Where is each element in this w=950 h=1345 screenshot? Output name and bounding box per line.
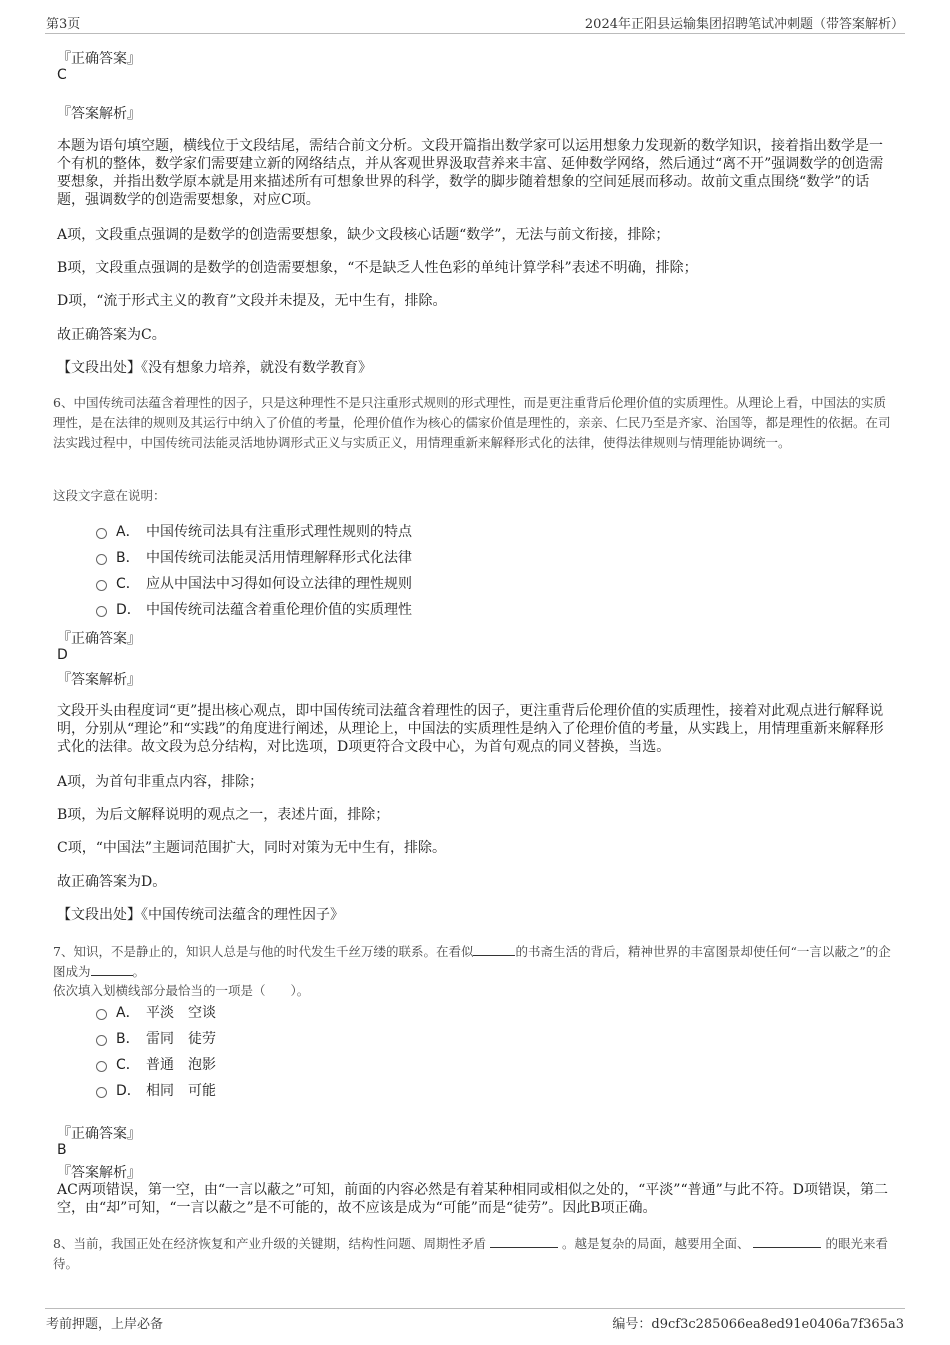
question-6-text: 6、中国传统司法蕴含着理性的因子，只是这种理性不是只注重形式规则的形式理性，而是更注重背后伦理价值的实质理性。从理论上看，中国法的实质理性，是在法律的规则及其运行中纳入了价值的考量，伦理价值作为核心的儒家价值是理性的，亲亲、仁民乃至是齐家、治国等，都是理性的依据。在司法实践过程中，中国传统司法能灵活地协调形式正义与实质正义，用情理重新来解释形式化的法律，使得法律规则与情理能协调统一。 [53, 395, 891, 450]
correct-answer-label: 『正确答案』 [57, 51, 141, 67]
analysis-conclusion: 故正确答案为D。 [57, 874, 167, 890]
question-8-text: 8、当前，我国正处在经济恢复和产业升级的关键期，结构性问题、周期性矛盾 。越是复杂的局面，越要用全面、 的眼光来看待。 [53, 1236, 889, 1271]
answer-analysis-text: 文段开头由程度词“更”提出核心观点，即中国传统司法蕴含着理性的因子，更注重背后伦理价值的实质理性，接着对此观点进行解释说明，分别从“理论”和“实践”的角度进行阐述，从理论上，中国法的实质理性是纳入了伦理价值的考量，从实践上，用情理重新来解释形式化的法律。故文段为总分结构，对比选项，D项更符合文段中心，为首句观点的同义替换，当选。 [57, 703, 884, 755]
answer-analysis-label: 『答案解析』 [57, 672, 141, 688]
document-title: 2024年正阳县运输集团招聘笔试冲刺题（带答案解析） [584, 17, 904, 32]
radio-icon[interactable] [96, 1061, 107, 1072]
radio-icon[interactable] [96, 1009, 107, 1020]
passage-source: 【文段出处】《中国传统司法蕴含的理性因子》 [57, 907, 344, 923]
question-6-option-b[interactable]: B． 中国传统司法能灵活用情理解释形式化法律 [96, 547, 412, 567]
correct-answer-value: B [57, 1142, 67, 1158]
question-6-option-c[interactable]: C． 应从中国法中习得如何设立法律的理性规则 [96, 573, 412, 593]
analysis-option-d: D项，“流于形式主义的教育”文段并未提及，无中生有，排除。 [57, 293, 447, 309]
question-7-option-d[interactable]: D． 相同 可能 [96, 1080, 216, 1100]
fill-blank [91, 963, 133, 976]
fill-blank [473, 943, 515, 956]
analysis-option-b: B项，文段重点强调的是数学的创造需要想象，“不是缺乏人性色彩的单纯计算学科”表述不明确，排除； [57, 260, 698, 276]
radio-icon[interactable] [96, 1035, 107, 1046]
passage-source: 【文段出处】《没有想象力培养，就没有数学教育》 [57, 360, 372, 376]
analysis-option-a: A项，为首句非重点内容，排除； [57, 774, 264, 790]
question-6-prompt: 这段文字意在说明： [53, 488, 166, 503]
footer-divider [45, 1308, 905, 1309]
answer-analysis-label: 『答案解析』 [57, 106, 141, 122]
header-divider [45, 33, 905, 34]
fill-blank [753, 1235, 821, 1248]
correct-answer-value: D [57, 647, 68, 663]
page-number: 第3页 [46, 17, 81, 32]
answer-analysis-text: 本题为语句填空题，横线位于文段结尾，需结合前文分析。文段开篇指出数学家可以运用想象力发现新的数学知识，接着指出数学是一个有机的整体，数学家们需要建立新的网络结点，并从客观世界汲取营养来丰富、延伸数学网络，然后通过“离不开”强调数学的创造需要想象，并指出数学原本就是用来描述所有可想象世界的科学，数学的脚步随着想象的空间延展而移动。故前文重点围绕“数学”的话题，强调数学的创造需要想象，对应C项。 [57, 138, 884, 208]
analysis-option-b: B项，为后文解释说明的观点之一，表述片面，排除； [57, 807, 390, 823]
radio-icon[interactable] [96, 580, 107, 591]
correct-answer-value: C [57, 67, 67, 83]
correct-answer-label: 『正确答案』 [57, 1126, 141, 1142]
analysis-option-c: C项，“中国法”主题词范围扩大，同时对策为无中生有，排除。 [57, 840, 447, 856]
analysis-option-a: A项，文段重点强调的是数学的创造需要想象，缺少文段核心话题“数学”，无法与前文衔接，排除； [57, 227, 670, 243]
question-7-option-b[interactable]: B． 雷同 徒劳 [96, 1028, 216, 1048]
answer-analysis-label: 『答案解析』 [57, 1165, 141, 1181]
fill-blank [490, 1235, 558, 1248]
answer-analysis-text: AC两项错误，第一空，由“一言以蔽之”可知，前面的内容必然是有着某种相同或相似之处的，“平淡”“普通”与此不符。D项错误，第二空，由“却”可知，“一言以蔽之”是不可能的，故不应该是成为“可能”而是“徒劳”。因此B项正确。 [57, 1182, 888, 1216]
question-7-option-c[interactable]: C． 普通 泡影 [96, 1054, 216, 1074]
question-7-option-a[interactable]: A． 平淡 空谈 [96, 1002, 216, 1022]
document-id: 编号：d9cf3c285066ea8ed91e0406a7f365a3 [612, 1317, 904, 1332]
question-6-option-d[interactable]: D． 中国传统司法蕴含着重伦理价值的实质理性 [96, 599, 412, 619]
question-6-option-a[interactable]: A． 中国传统司法具有注重形式理性规则的特点 [96, 521, 412, 541]
correct-answer-label: 『正确答案』 [57, 631, 141, 647]
footer-slogan: 考前押题，上岸必备 [46, 1317, 164, 1332]
radio-icon[interactable] [96, 606, 107, 617]
question-7-text: 7、知识，不是静止的，知识人总是与他的时代发生千丝万缕的联系。在看似 的书斋生活的背后，精神世界的丰富图景却使任何“一言以蔽之”的企图成为 。 [53, 944, 891, 979]
question-7-prompt: 依次填入划横线部分最恰当的一项是（ ）。 [53, 983, 310, 998]
radio-icon[interactable] [96, 528, 107, 539]
analysis-conclusion: 故正确答案为C。 [57, 327, 166, 343]
radio-icon[interactable] [96, 554, 107, 565]
radio-icon[interactable] [96, 1087, 107, 1098]
